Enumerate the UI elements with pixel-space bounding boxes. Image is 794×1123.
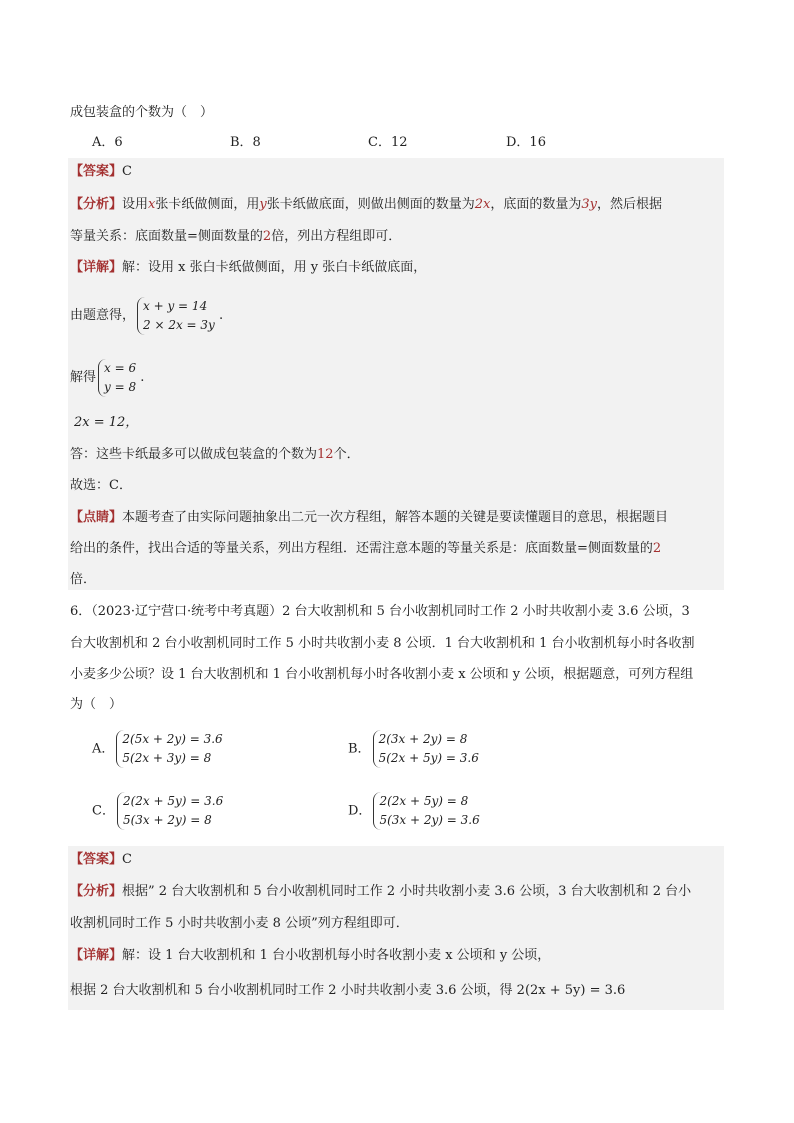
equation: 2 × 2x = 3y <box>143 317 215 332</box>
option-label: B． <box>348 741 371 757</box>
text: 等量关系：底面数量=侧面数量的 <box>70 229 263 244</box>
number: 2 <box>262 229 272 244</box>
math-var: y <box>259 197 267 212</box>
option-label: D． <box>348 803 372 819</box>
q6-stem-line-3: 小麦多少公顷？设 1 台大收割机和 1 台小收割机每小时各收割小麦 x 公顷和 y 公顷，根据题意，可列方程组 <box>70 667 694 682</box>
equation-system <box>137 297 215 335</box>
equation-system <box>117 792 223 830</box>
text: 解：设用 x 张白卡纸做侧面，用 y 张白卡纸做底面， <box>122 260 427 275</box>
equation: 5(3x + 2y) = 3.6 <box>379 813 480 827</box>
q5-analysis-line-1 <box>70 195 662 215</box>
text: ，然后根据 <box>597 197 663 212</box>
q6-analysis-line-2: 收割机同时工作 5 小时共收割小麦 8 公顷”列方程组即可． <box>70 916 409 931</box>
equation: 2(3x + 2y) = 8 <box>378 732 468 746</box>
option-label: A． <box>92 741 115 757</box>
q5-detail-line-3: 解得 x = 6 y = 8 . <box>70 358 144 398</box>
q6-option-d[interactable] <box>348 792 480 830</box>
q6-detail-line-2: 根据 2 台大收割机和 5 台小收割机同时工作 2 小时共收割小麦 3.6 公顷，得 2(2x + 5y) = 3.6 <box>70 983 626 998</box>
q5-option-a[interactable]: A．6 <box>92 135 123 150</box>
detail-tag: 【详解】 <box>70 948 123 963</box>
text: ，底面的数量为 <box>490 197 582 212</box>
q5-option-d[interactable]: D．16 <box>506 135 546 150</box>
equation-system <box>373 792 479 830</box>
equation: 2(2x + 5y) = 8 <box>379 794 469 808</box>
text: 给出的条件，找出合适的等量关系，列出方程组．还需注意本题的等量关系是：底面数量=侧面数量的 <box>70 541 653 556</box>
q5-options <box>92 133 546 153</box>
text: 倍，列出方程组即可． <box>271 229 402 244</box>
equation: 2(5x + 2y) = 3.6 <box>122 732 223 746</box>
equation-system <box>98 359 136 397</box>
q6-option-a[interactable] <box>92 730 223 768</box>
equation: x = 6 <box>104 360 137 375</box>
q5-answer <box>70 162 132 182</box>
text: 解：设 1 台大收割机和 1 台小收割机每小时各收割小麦 x 公顷和 y 公顷， <box>122 948 551 963</box>
q5-option-c[interactable]: C．12 <box>368 135 408 150</box>
q6-analysis-line-1 <box>70 882 691 902</box>
q5-detail-line-2: 由题意得， x + y = 14 2 × 2x = 3y . <box>70 296 223 336</box>
math-var: x <box>148 197 156 212</box>
answer-tag: 【答案】 <box>70 164 123 179</box>
math-expr: 3y <box>581 197 598 212</box>
q6-stem-line-4: 为（ ） <box>70 697 123 712</box>
equation-system <box>116 730 222 768</box>
text: 张卡纸做侧面，用 <box>155 197 260 212</box>
text: 根据” 2 台大收割机和 5 台小收割机同时工作 2 小时共收割小麦 3.6 公顷，3 台大收割机和 2 台小 <box>122 884 692 899</box>
equation: 2(2x + 5y) = 3.6 <box>122 794 224 808</box>
text: 本题考查了由实际问题抽象出二元一次方程组，解答本题的关键是要读懂题目的意思，根据题目 <box>122 510 669 525</box>
equation: 5(3x + 2y) = 8 <box>122 813 212 827</box>
equation: 5(2x + 3y) = 8 <box>122 751 212 765</box>
q6-stem-line-2: 台大收割机和 2 台小收割机同时工作 5 小时共收割小麦 8 公顷．1 台大收割机和 1 台小收割机每小时各收割 <box>70 636 695 651</box>
q5-comment-line-2 <box>70 539 661 559</box>
q6-stem-line-1: 6．（2023·辽宁营口·统考中考真题）2 台大收割机和 5 台小收割机同时工作 2 小时共收割小麦 3.6 公顷，3 <box>70 604 690 619</box>
analysis-tag: 【分析】 <box>70 197 123 212</box>
text: 张卡纸做底面，则做出侧面的数量为 <box>266 197 475 212</box>
equation: x + y = 14 <box>143 298 208 313</box>
q5-option-b[interactable]: B．8 <box>230 135 261 150</box>
number: 2 <box>652 541 662 556</box>
q5-detail-line-5 <box>70 445 360 465</box>
equation: y = 8 <box>104 379 137 394</box>
q5-detail-line-6: 故选：C． <box>70 478 132 493</box>
equation-system <box>373 730 479 768</box>
math-expr: 2x <box>474 197 491 212</box>
number: 12 <box>317 447 334 462</box>
text: 解得 <box>70 370 97 385</box>
detail-tag: 【详解】 <box>70 260 123 275</box>
option-label: C． <box>92 803 115 819</box>
answer-value: C <box>122 852 132 867</box>
q5-comment-line-1 <box>70 508 668 528</box>
answer-tag: 【答案】 <box>70 852 123 867</box>
answer-value: C <box>122 164 132 179</box>
q6-answer <box>70 850 132 870</box>
q5-detail-line-4: 2x = 12， <box>74 415 139 430</box>
q6-detail-line-1 <box>70 946 550 966</box>
equation: 5(2x + 5y) = 3.6 <box>378 751 479 765</box>
analysis-tag: 【分析】 <box>70 884 123 899</box>
q5-stem-end: 成包装盒的个数为（ ） <box>70 105 214 120</box>
text: 设用 <box>122 197 149 212</box>
q5-detail-line-1 <box>70 258 426 278</box>
text: 个． <box>333 447 360 462</box>
text: 答：这些卡纸最多可以做成包装盒的个数为 <box>70 447 318 462</box>
comment-tag: 【点睛】 <box>70 510 123 525</box>
q5-analysis-line-2 <box>70 227 401 247</box>
text: 由题意得， <box>70 308 136 323</box>
q6-option-b[interactable] <box>348 730 479 768</box>
q5-comment-line-3: 倍． <box>70 572 97 587</box>
q6-option-c[interactable] <box>92 792 223 830</box>
